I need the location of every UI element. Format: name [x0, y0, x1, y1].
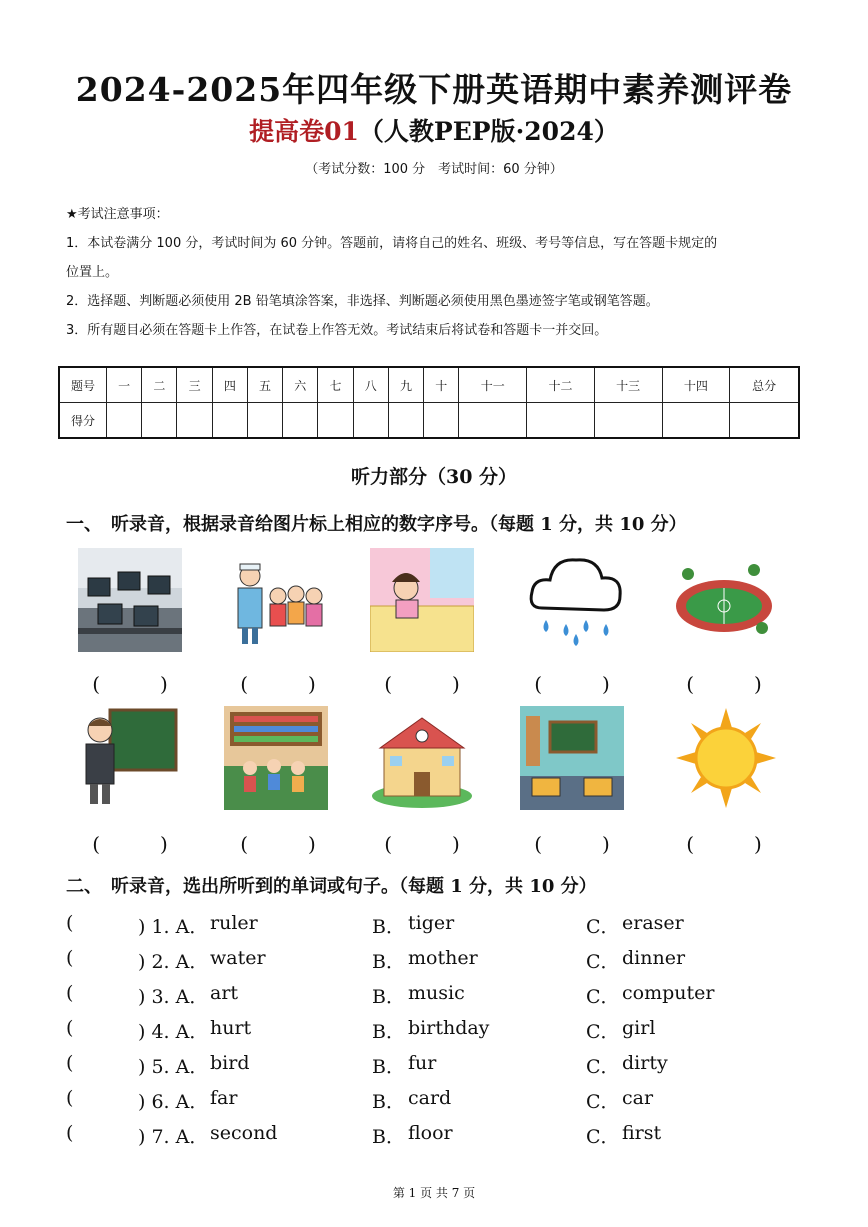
- option-a: bird: [210, 1052, 250, 1074]
- option-c-label: C．: [586, 1056, 620, 1078]
- option-b: floor: [408, 1122, 453, 1144]
- option-c: girl: [622, 1017, 656, 1039]
- subtitle-red: 提高卷01: [249, 117, 359, 146]
- item-number: ) 3. A．: [138, 986, 209, 1008]
- item-number: ) 6. A．: [138, 1091, 209, 1113]
- option-c-label: C．: [586, 986, 620, 1008]
- choice-row: [66, 1052, 826, 1082]
- answer-paren-7[interactable]: ( ): [240, 832, 316, 856]
- answer-blank-open[interactable]: (: [66, 1087, 74, 1109]
- option-c: computer: [622, 982, 715, 1004]
- score-cell[interactable]: [107, 403, 142, 439]
- option-b: birthday: [408, 1017, 490, 1039]
- answer-paren-10[interactable]: ( ): [686, 832, 762, 856]
- row-label: 题号: [59, 367, 107, 403]
- school-building-icon: [370, 706, 474, 810]
- doctor-with-kids-icon: [226, 548, 330, 652]
- answer-blank-open[interactable]: (: [66, 947, 74, 969]
- choice-row: [66, 947, 826, 977]
- item-number: ) 5. A．: [138, 1056, 209, 1078]
- option-c-label: C．: [586, 1091, 620, 1113]
- computer-room-icon: [78, 548, 182, 652]
- col-header: 十: [424, 367, 459, 403]
- exam-notes: [66, 200, 816, 345]
- option-b-label: B．: [372, 1126, 405, 1148]
- option-b: music: [408, 982, 465, 1004]
- row-label: 得分: [59, 403, 107, 439]
- col-header: 十四: [662, 367, 730, 403]
- option-b-label: B．: [372, 1021, 405, 1043]
- choice-row: [66, 1122, 826, 1152]
- answer-paren-5[interactable]: ( ): [686, 672, 762, 696]
- answer-blank-open[interactable]: (: [66, 1017, 74, 1039]
- choice-row: [66, 912, 826, 942]
- option-b-label: B．: [372, 986, 405, 1008]
- exam-info: （考试分数：100 分 考试时间：60 分钟）: [305, 162, 563, 177]
- answer-blank-open[interactable]: (: [66, 1052, 74, 1074]
- choice-row: [66, 1017, 826, 1047]
- col-header: 十二: [527, 367, 595, 403]
- score-cell[interactable]: [318, 403, 353, 439]
- option-c: car: [622, 1087, 654, 1109]
- score-cell[interactable]: [388, 403, 423, 439]
- girl-in-bed-icon: [370, 548, 474, 652]
- option-b: fur: [408, 1052, 437, 1074]
- col-header: 六: [283, 367, 318, 403]
- score-cell[interactable]: [459, 403, 527, 439]
- answer-blank-open[interactable]: (: [66, 1122, 74, 1144]
- score-table-score-row: [59, 403, 799, 439]
- score-table-header-row: [59, 367, 799, 403]
- option-b: card: [408, 1087, 452, 1109]
- col-header: 八: [353, 367, 388, 403]
- answer-blank-open[interactable]: (: [66, 982, 74, 1004]
- col-header: 十三: [594, 367, 662, 403]
- option-c: dinner: [622, 947, 686, 969]
- option-a: art: [210, 982, 239, 1004]
- note-item: 1．本试卷满分 100 分，考试时间为 60 分钟。答题前，请将自己的姓名、班级、考号等信息，写在答题卡规定的: [66, 236, 718, 251]
- note-item: 2．选择题、判断题必须使用 2B 铅笔填涂答案，非选择、判断题必须使用黑色墨迹签字笔或钢笔答题。: [66, 294, 659, 309]
- note-item: 3．所有题目必须在答题卡上作答，在试卷上作答无效。考试结束后将试卷和答题卡一并交回。: [66, 323, 608, 338]
- classroom-icon: [520, 706, 624, 810]
- answer-paren-2[interactable]: ( ): [240, 672, 316, 696]
- option-b-label: B．: [372, 951, 405, 973]
- col-header: 总分: [730, 367, 799, 403]
- score-cell[interactable]: [527, 403, 595, 439]
- score-cell[interactable]: [247, 403, 282, 439]
- page-subtitle: [0, 112, 868, 148]
- option-a: second: [210, 1122, 278, 1144]
- col-header: 三: [177, 367, 212, 403]
- library-icon: [224, 706, 328, 810]
- score-table: [58, 366, 800, 439]
- option-c: dirty: [622, 1052, 668, 1074]
- choice-row: [66, 982, 826, 1012]
- question-1-heading: 一、 听录音，根据录音给图片标上相应的数字序号。（每题 1 分，共 10 分）: [66, 514, 687, 535]
- page-title: 2024-2025年四年级下册英语期中素养测评卷: [75, 70, 793, 109]
- col-header: 一: [107, 367, 142, 403]
- score-cell[interactable]: [730, 403, 799, 439]
- option-b: mother: [408, 947, 478, 969]
- option-a: water: [210, 947, 266, 969]
- teacher-icon: [74, 706, 178, 810]
- subtitle-rest: （人教PEP版·2024）: [358, 117, 619, 146]
- answer-paren-1[interactable]: ( ): [92, 672, 168, 696]
- item-number: ) 4. A．: [138, 1021, 209, 1043]
- score-cell[interactable]: [662, 403, 730, 439]
- answer-paren-4[interactable]: ( ): [534, 672, 610, 696]
- option-c: eraser: [622, 912, 684, 934]
- answer-paren-9[interactable]: ( ): [534, 832, 610, 856]
- option-c-label: C．: [586, 951, 620, 973]
- question-2-heading: 二、 听录音，选出所听到的单词或句子。（每题 1 分，共 10 分）: [66, 876, 597, 897]
- option-c: first: [622, 1122, 662, 1144]
- option-b-label: B．: [372, 1056, 405, 1078]
- note-item: 位置上。: [66, 265, 119, 280]
- score-cell[interactable]: [353, 403, 388, 439]
- item-number: ) 1. A．: [138, 916, 209, 938]
- option-c-label: C．: [586, 1021, 620, 1043]
- score-cell[interactable]: [424, 403, 459, 439]
- col-header: 七: [318, 367, 353, 403]
- answer-paren-8[interactable]: ( ): [384, 832, 460, 856]
- rain-cloud-icon: [524, 548, 628, 652]
- col-header: 五: [247, 367, 282, 403]
- item-number: ) 2. A．: [138, 951, 209, 973]
- score-cell[interactable]: [594, 403, 662, 439]
- score-cell[interactable]: [142, 403, 177, 439]
- col-header: 二: [142, 367, 177, 403]
- score-cell[interactable]: [212, 403, 247, 439]
- option-b-label: B．: [372, 916, 405, 938]
- playground-icon: [672, 548, 776, 652]
- option-b: tiger: [408, 912, 455, 934]
- listening-section-title: 听力部分（30 分）: [350, 466, 518, 488]
- option-b-label: B．: [372, 1091, 405, 1113]
- option-a: ruler: [210, 912, 258, 934]
- score-cell[interactable]: [177, 403, 212, 439]
- score-cell[interactable]: [283, 403, 318, 439]
- col-header: 四: [212, 367, 247, 403]
- option-a: far: [210, 1087, 238, 1109]
- page-footer: 第 1 页 共 7 页: [392, 1186, 476, 1200]
- choice-row: [66, 1087, 826, 1117]
- answer-blank-open[interactable]: (: [66, 912, 74, 934]
- answer-paren-3[interactable]: ( ): [384, 672, 460, 696]
- item-number: ) 7. A．: [138, 1126, 209, 1148]
- col-header: 九: [388, 367, 423, 403]
- col-header: 十一: [459, 367, 527, 403]
- option-a: hurt: [210, 1017, 252, 1039]
- option-c-label: C．: [586, 1126, 620, 1148]
- sun-icon: [674, 706, 778, 810]
- answer-paren-6[interactable]: ( ): [92, 832, 168, 856]
- option-c-label: C．: [586, 916, 620, 938]
- notes-heading: ★考试注意事项：: [66, 207, 169, 222]
